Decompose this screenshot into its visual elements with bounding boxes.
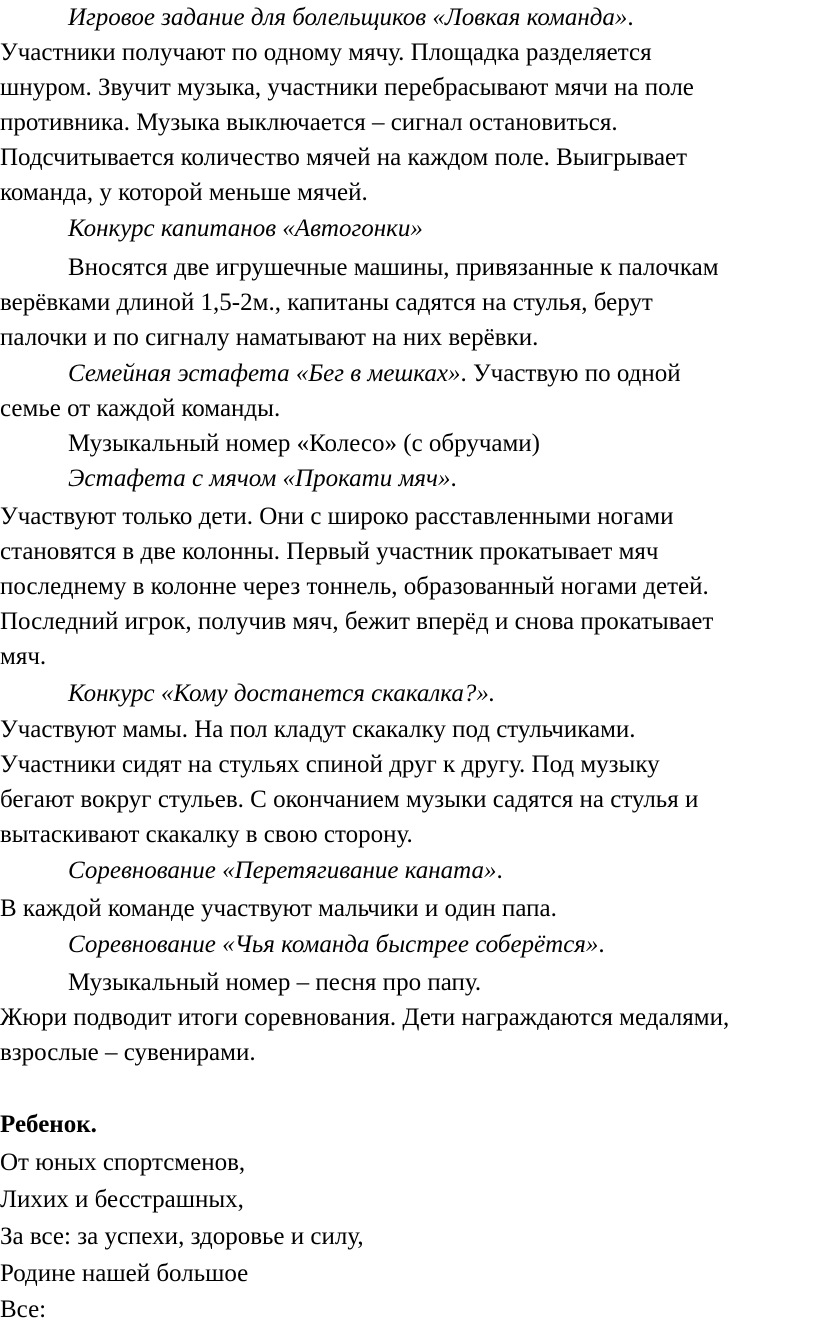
text-line: Вносятся две игрушечные машины, привязанные к палочкам: [68, 254, 719, 281]
text-line: становятся в две колонны. Первый участник прокатывает мяч: [0, 538, 659, 565]
text-line: Участвуют мамы. На пол кладут скакалку под стульчиками.: [0, 716, 636, 743]
heading-ball-relay: [68, 461, 816, 497]
heading-team-gathers-period: .: [598, 931, 605, 958]
heading-jump-rope-contest: Конкурс «Кому достанется скакалка?».: [68, 680, 496, 707]
heading-fans-game-title: Игровое задание для болельщиков «Ловкая команда»: [68, 4, 628, 31]
text-line: мяч.: [0, 643, 47, 670]
text-line: последнему в колонне через тоннель, образованный ногами детей.: [0, 573, 709, 600]
text-line: бегают вокруг стульев. С окончанием музыки садятся на стулья и: [0, 786, 699, 813]
text-line: Участники сидят на стульях спиной друг к другу. Под музыку: [0, 751, 660, 778]
poem-line: Родине нашей большое: [0, 1260, 249, 1287]
heading-fans-game: [68, 0, 816, 36]
text-line: семье от каждой команды.: [0, 395, 281, 422]
speaker-label-all: Все:: [0, 1296, 47, 1323]
text-line: команда, у которой меньше мячей.: [0, 179, 368, 206]
heading-ball-relay-title: Эстафета с мячом «Прокати мяч»: [68, 465, 451, 492]
text-line: шнуром. Звучит музыка, участники перебрасывают мячи на поле: [0, 74, 694, 101]
text-line: противника. Музыка выключается – сигнал остановиться.: [0, 109, 618, 136]
text-line: верёвками длиной 1,5-2м., капитаны садятся на стулья, берут: [0, 289, 653, 316]
heading-ball-relay-period: .: [450, 465, 457, 492]
heading-tug-of-war-period: .: [496, 857, 503, 884]
text-line: палочки и по сигналу наматывают на них верёвки.: [0, 324, 539, 351]
text-line: Жюри подводит итоги соревнования. Дети награждаются медалями,: [0, 1004, 730, 1031]
poem-line: За все: за успехи, здоровье и силу,: [0, 1223, 364, 1250]
speaker-label: Ребенок.: [0, 1111, 97, 1138]
music-number-song: Музыкальный номер – песня про папу.: [68, 969, 482, 996]
heading-captains-contest: Конкурс капитанов «Автогонки»: [68, 215, 423, 242]
heading-team-gathers-title: Соревнование «Чья команда быстрее соберётся»: [68, 931, 599, 958]
poem-line: Лихих и бесстрашных,: [0, 1186, 244, 1213]
text-line: взрослые – сувенирами.: [0, 1039, 256, 1066]
heading-family-relay-title: Семейная эстафета «Бег в мешках»: [68, 360, 461, 387]
heading-family-relay-rest: . Участвую по одной: [460, 360, 681, 387]
text-line: Участники получают по одному мячу. Площадка разделяется: [0, 39, 652, 66]
text-line: вытаскивают скакалку в свою сторону.: [0, 821, 413, 848]
music-number-wheel: Музыкальный номер «Колесо» (с обручами): [68, 430, 541, 457]
text-line: В каждой команде участвуют мальчики и один папа.: [0, 895, 557, 922]
heading-family-relay: [68, 356, 816, 392]
heading-team-gathers: [68, 927, 816, 963]
text-line: Подсчитывается количество мячей на каждом поле. Выигрывает: [0, 144, 688, 171]
heading-tug-of-war-title: Соревнование «Перетягивание каната»: [68, 857, 497, 884]
poem-line: От юных спортсменов,: [0, 1149, 246, 1176]
text-line: Последний игрок, получив мяч, бежит вперёд и снова прокатывает: [0, 608, 714, 635]
text-line: Участвуют только дети. Они с широко расставленными ногами: [0, 503, 674, 530]
heading-tug-of-war: [68, 853, 816, 889]
heading-fans-game-period: .: [627, 4, 634, 31]
